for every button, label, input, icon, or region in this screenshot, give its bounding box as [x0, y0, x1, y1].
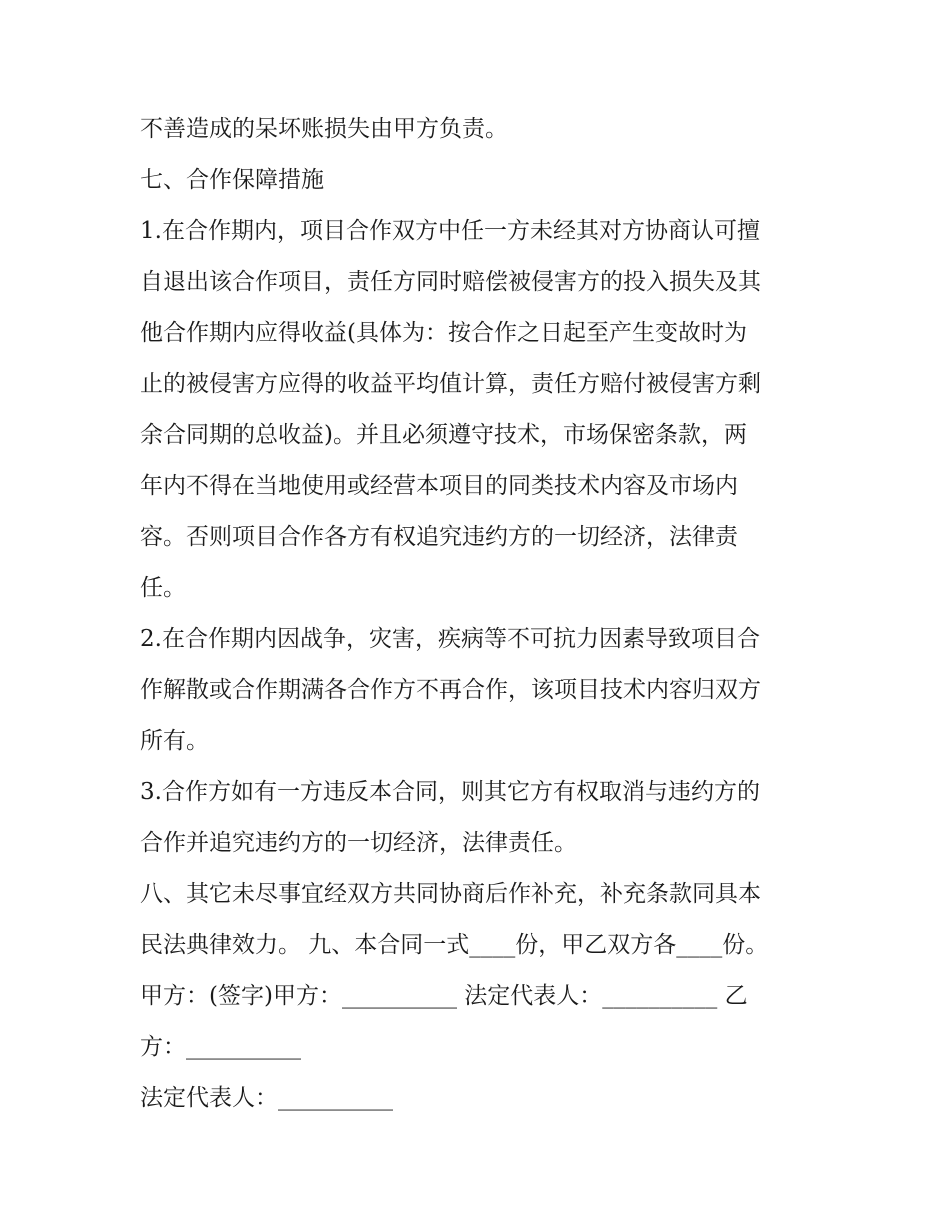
text-line-4: 自退出该合作项目，责任方同时赔偿被侵害方的投入损失及其 [140, 269, 761, 295]
section-heading-8: 八、其它未尽事宜经双方共同协商后作补充，补充条款同具本 [140, 881, 761, 907]
text-line-6: 止的被侵害方应得的收益平均值计算，责任方赔付被侵害方剩 [140, 371, 761, 397]
section-heading-7: 七、合作保障措施 [140, 167, 324, 193]
text-line-15: 合作并追究违约方的一切经济，法律责任。 [140, 830, 577, 856]
text-line-1: 不善造成的呆坏账损失由甲方负责。 [140, 116, 508, 142]
text-line-3: 1.在合作期内，项目合作双方中任一方未经其对方协商认可擅 [140, 218, 760, 244]
signature-line-party-a: 甲方：(签字)甲方：__________ 法定代表人：__________ 乙 [140, 983, 748, 1009]
signature-line-party-b: 方：__________ [140, 1034, 301, 1060]
text-line-13: 所有。 [140, 728, 209, 754]
text-line-17: 民法典律效力。 九、本合同一式____份，甲乙双方各____份。 [140, 932, 769, 958]
text-line-12: 作解散或合作期满各合作方不再合作，该项目技术内容归双方 [140, 677, 761, 703]
signature-line-legal-rep: 法定代表人：__________ [140, 1085, 393, 1111]
text-line-5: 他合作期内应得收益(具体为：按合作之日起至产生变故时为 [140, 320, 747, 346]
text-line-7: 余合同期的总收益)。并且必须遵守技术，市场保密条款，两 [140, 422, 747, 448]
text-line-11: 2.在合作期内因战争，灾害，疾病等不可抗力因素导致项目合 [140, 626, 760, 652]
text-line-10: 任。 [140, 575, 186, 601]
text-line-8: 年内不得在当地使用或经营本项目的同类技术内容及市场内 [140, 473, 738, 499]
text-line-14: 3.合作方如有一方违反本合同，则其它方有权取消与违约方的 [140, 779, 760, 805]
text-line-9: 容。否则项目合作各方有权追究违约方的一切经济，法律责 [140, 524, 738, 550]
document-body [140, 104, 820, 1124]
